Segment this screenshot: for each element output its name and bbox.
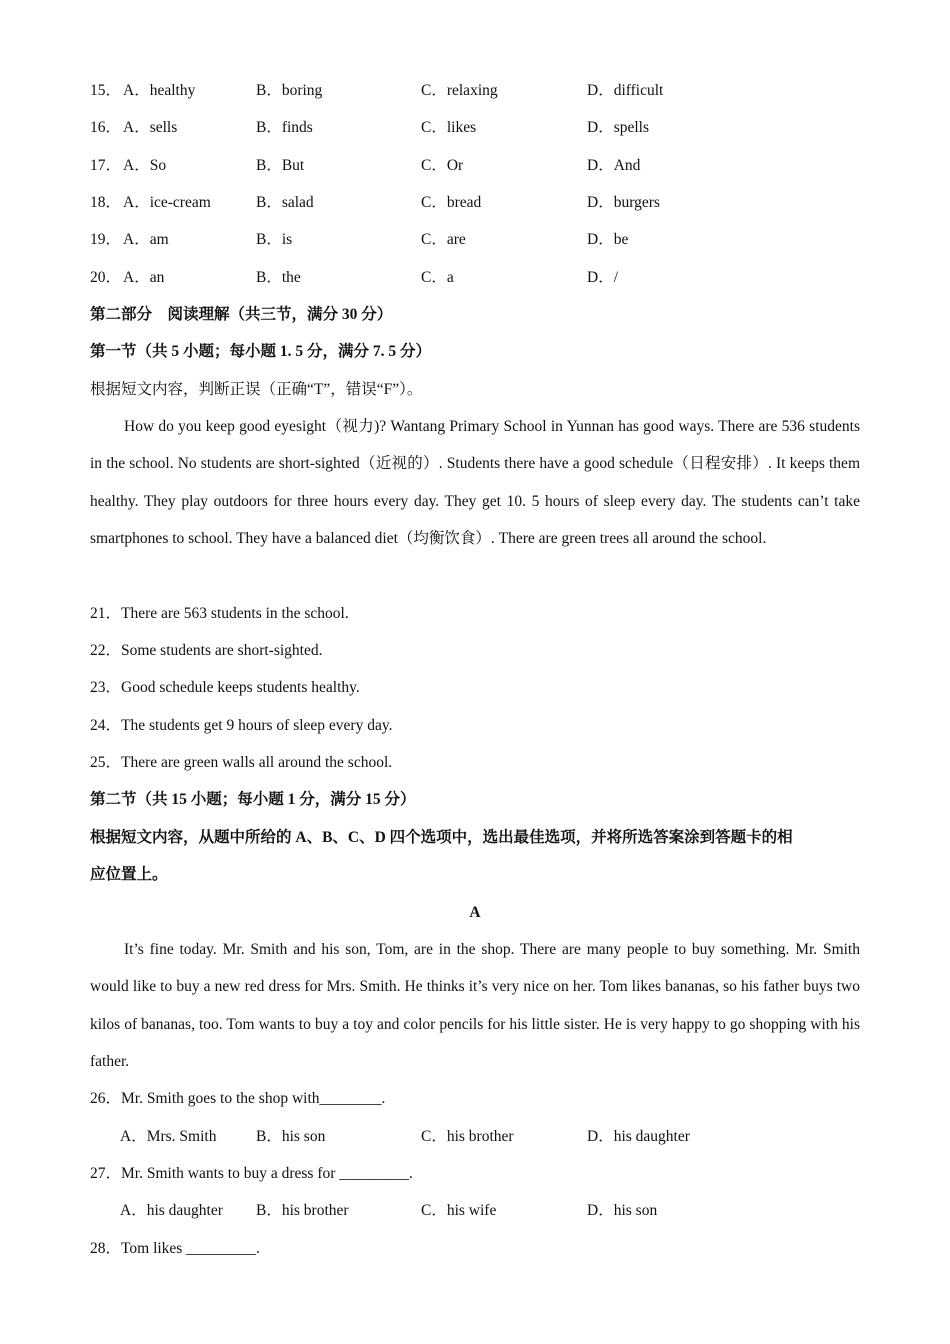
option-b: B．finds [256, 119, 313, 136]
option-c: C．his brother [421, 1128, 514, 1145]
passage-text: How do you keep good eyesight（视力)? Wantang Primary School in Yunnan has good ways. There are 536 students in the school. No students are short-sighted（近视的）. Students there have a good schedule（日程安排）. It keeps them healthy. They play outdoors for three hours every day. They get 10. 5 hours of sleep every day. The students can’t take smartphones to school. They have a balanced diet（均衡饮食）. There are green trees all around the school. [90, 418, 860, 548]
option-a: A．am [123, 231, 169, 248]
option-b: B．But [256, 157, 305, 174]
statement-23: 23．Good schedule keeps students healthy. [90, 679, 360, 696]
part2-heading: 第二部分 阅读理解（共三节，满分 30 分） [90, 306, 393, 323]
option-d: D．And [587, 157, 641, 174]
option-c: C．his wife [421, 1202, 497, 1219]
passage-label: A [469, 904, 481, 921]
option-d: D．his daughter [587, 1128, 690, 1145]
option-a: A．healthy [123, 82, 196, 99]
section2-heading: 第二节（共 15 小题；每小题 1 分，满分 15 分） [90, 791, 416, 808]
option-c: C．relaxing [421, 82, 498, 99]
question-number: 16． [90, 119, 122, 136]
option-b: B．salad [256, 194, 314, 211]
question-27-stem: 27．Mr. Smith wants to buy a dress for _________. [90, 1165, 413, 1182]
option-a: A．So [123, 157, 167, 174]
section2-instruction-line1: 根据短文内容，从题中所给的 A、B、C、D 四个选项中，选出最佳选项，并将所选答案涂到答题卡的相 [90, 829, 793, 846]
question-number: 15． [90, 82, 122, 99]
section1-instruction: 根据短文内容，判断正误（正确“T”，错误“F”）。 [90, 381, 423, 398]
option-c: C．are [421, 231, 466, 248]
option-c: C．bread [421, 194, 482, 211]
option-a: A．an [123, 269, 165, 286]
option-b: B．is [256, 231, 293, 248]
question-number: 17． [90, 157, 122, 174]
option-b: B．the [256, 269, 301, 286]
question-26-stem: 26．Mr. Smith goes to the shop with________. [90, 1090, 386, 1107]
option-a: A．ice-cream [123, 194, 211, 211]
question-number: 19． [90, 231, 122, 248]
option-a: A．Mrs. Smith [120, 1128, 217, 1145]
question-number: 18． [90, 194, 122, 211]
option-b: B．boring [256, 82, 323, 99]
option-d: D．burgers [587, 194, 660, 211]
option-b: B．his brother [256, 1202, 349, 1219]
option-d: D．his son [587, 1202, 658, 1219]
statement-24: 24．The students get 9 hours of sleep every day. [90, 717, 393, 734]
option-c: C．Or [421, 157, 464, 174]
passage-shopping [90, 931, 860, 1081]
option-c: C．a [421, 269, 454, 286]
option-d: D．be [587, 231, 629, 248]
section2-instruction-line2: 应位置上。 [90, 866, 168, 883]
option-d: D．/ [587, 269, 619, 286]
passage-eyesight [90, 408, 860, 558]
option-a: A．his daughter [120, 1202, 223, 1219]
option-b: B．his son [256, 1128, 326, 1145]
option-a: A．sells [123, 119, 178, 136]
option-d: D．spells [587, 119, 650, 136]
question-28-stem: 28．Tom likes _________. [90, 1240, 260, 1257]
option-c: C．likes [421, 119, 477, 136]
statement-21: 21．There are 563 students in the school. [90, 605, 349, 622]
passage-text: It’s fine today. Mr. Smith and his son, Tom, are in the shop. There are many people to buy something. Mr. Smith would like to buy a new red dress for Mrs. Smith. He thinks it’s very nice on her. Tom likes bananas, so his father buys two kilos of bananas, too. Tom wants to buy a toy and color pencils for his little sister. He is very happy to go shopping with his father. [90, 941, 860, 1071]
option-d: D．difficult [587, 82, 664, 99]
statement-22: 22．Some students are short-sighted. [90, 642, 323, 659]
question-number: 20． [90, 269, 122, 286]
statement-25: 25．There are green walls all around the school. [90, 754, 393, 771]
section1-heading: 第一节（共 5 小题；每小题 1. 5 分，满分 7. 5 分） [90, 343, 432, 360]
